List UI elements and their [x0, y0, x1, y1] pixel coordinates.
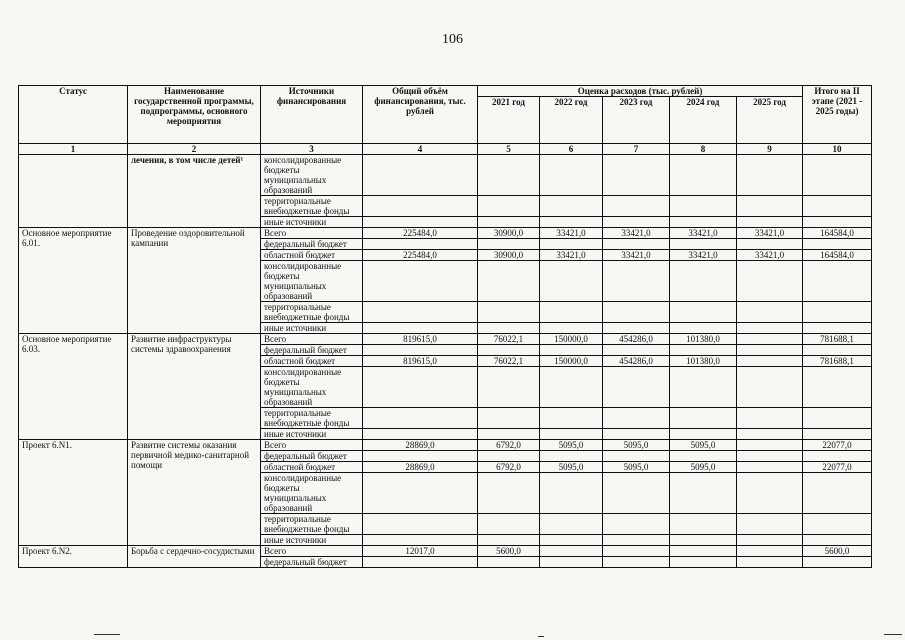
stage-total-value: [803, 557, 872, 568]
scan-mark: [884, 634, 902, 635]
total-value: 28869,0: [363, 440, 478, 451]
year-value: [478, 302, 540, 323]
funding-source: территориальные внебюджетные фонды: [261, 196, 363, 217]
funding-source: Всего: [261, 440, 363, 451]
year-value: [737, 535, 803, 546]
table-body: [19, 155, 872, 568]
year-value: [670, 261, 737, 302]
total-value: [363, 557, 478, 568]
year-value: [603, 217, 670, 228]
stage-total-value: [803, 473, 872, 514]
stage-total-value: [803, 196, 872, 217]
funding-source: иные источники: [261, 429, 363, 440]
row-name: лечения, в том числе детей¹: [128, 155, 261, 228]
funding-source: консолидированные бюджеты муниципальных образований: [261, 155, 363, 196]
row-name: Развитие системы оказания первичной медико-санитарной помощи: [128, 440, 261, 546]
total-value: [363, 323, 478, 334]
stage-total-value: 22077,0: [803, 440, 872, 451]
table-row: [19, 228, 872, 239]
year-value: [478, 535, 540, 546]
year-value: [478, 323, 540, 334]
funding-source: областной бюджет: [261, 462, 363, 473]
year-value: 150000,0: [540, 334, 603, 345]
header-year: 2024 год: [670, 97, 737, 144]
year-value: 5095,0: [540, 462, 603, 473]
stage-total-value: [803, 535, 872, 546]
year-value: [603, 261, 670, 302]
year-value: [603, 155, 670, 196]
header-name: Наименование государственной программы, подпрограммы, основного мероприятия: [128, 86, 261, 144]
table-row: [19, 155, 872, 196]
year-value: [670, 239, 737, 250]
header-expenses-group: Оценка расходов (тыс. рублей): [478, 86, 803, 97]
funding-source: федеральный бюджет: [261, 451, 363, 462]
year-value: [737, 345, 803, 356]
year-value: [540, 451, 603, 462]
total-value: 225484,0: [363, 250, 478, 261]
year-value: [670, 473, 737, 514]
total-value: 819615,0: [363, 334, 478, 345]
year-value: [603, 367, 670, 408]
year-value: [603, 451, 670, 462]
year-value: [603, 408, 670, 429]
year-value: 150000,0: [540, 356, 603, 367]
total-value: [363, 451, 478, 462]
year-value: [737, 196, 803, 217]
year-value: [670, 345, 737, 356]
year-value: [670, 546, 737, 557]
year-value: [478, 514, 540, 535]
year-value: [737, 440, 803, 451]
column-number: 2: [128, 144, 261, 155]
column-number: 1: [19, 144, 128, 155]
year-value: [603, 196, 670, 217]
column-number: 3: [261, 144, 363, 155]
row-name: Развитие инфраструктуры системы здравоохранения: [128, 334, 261, 440]
year-value: [540, 408, 603, 429]
column-number: 4: [363, 144, 478, 155]
year-value: [540, 367, 603, 408]
stage-total-value: [803, 429, 872, 440]
table-row: [19, 546, 872, 557]
year-value: [540, 261, 603, 302]
stage-total-value: [803, 239, 872, 250]
year-value: [670, 196, 737, 217]
scan-mark: [94, 634, 120, 635]
year-value: [737, 473, 803, 514]
stage-total-value: 164584,0: [803, 228, 872, 239]
year-value: 76022,1: [478, 334, 540, 345]
total-value: [363, 196, 478, 217]
total-value: [363, 367, 478, 408]
year-value: 33421,0: [737, 250, 803, 261]
funding-source: федеральный бюджет: [261, 239, 363, 250]
year-value: [603, 557, 670, 568]
year-value: [670, 217, 737, 228]
year-value: 33421,0: [540, 250, 603, 261]
year-value: [670, 535, 737, 546]
column-number: 10: [803, 144, 872, 155]
funding-source: федеральный бюджет: [261, 557, 363, 568]
total-value: [363, 302, 478, 323]
funding-source: иные источники: [261, 217, 363, 228]
year-value: [737, 155, 803, 196]
funding-source: территориальные внебюджетные фонды: [261, 302, 363, 323]
funding-source: областной бюджет: [261, 356, 363, 367]
year-value: 33421,0: [670, 228, 737, 239]
year-value: [540, 535, 603, 546]
year-value: [670, 429, 737, 440]
funding-source: Всего: [261, 228, 363, 239]
stage-total-value: [803, 451, 872, 462]
total-value: [363, 408, 478, 429]
funding-source: иные источники: [261, 535, 363, 546]
header-total: Общий объём финансирования, тыс. рублей: [363, 86, 478, 144]
table-row: [19, 440, 872, 451]
table-row: [19, 334, 872, 345]
year-value: [737, 462, 803, 473]
stage-total-value: [803, 217, 872, 228]
row-status: [19, 155, 128, 228]
year-value: [540, 557, 603, 568]
total-value: [363, 473, 478, 514]
header-year: 2021 год: [478, 97, 540, 144]
year-value: [670, 557, 737, 568]
total-value: 225484,0: [363, 228, 478, 239]
year-value: [478, 196, 540, 217]
stage-total-value: 22077,0: [803, 462, 872, 473]
column-number: 9: [737, 144, 803, 155]
stage-total-value: [803, 261, 872, 302]
total-value: 28869,0: [363, 462, 478, 473]
year-value: [603, 345, 670, 356]
budget-table: [18, 85, 872, 568]
row-name: Борьба с сердечно-сосудистыми: [128, 546, 261, 568]
column-number: 7: [603, 144, 670, 155]
funding-source: территориальные внебюджетные фонды: [261, 408, 363, 429]
year-value: [670, 302, 737, 323]
year-value: [603, 535, 670, 546]
year-value: [478, 557, 540, 568]
year-value: [603, 514, 670, 535]
stage-total-value: [803, 302, 872, 323]
year-value: [540, 239, 603, 250]
year-value: [603, 473, 670, 514]
year-value: [603, 323, 670, 334]
total-value: [363, 429, 478, 440]
funding-source: территориальные внебюджетные фонды: [261, 514, 363, 535]
stage-total-value: 781688,1: [803, 334, 872, 345]
year-value: 6792,0: [478, 462, 540, 473]
scan-mark: [538, 636, 544, 637]
row-status: Проект 6.N1.: [19, 440, 128, 546]
total-value: 819615,0: [363, 356, 478, 367]
row-status: Проект 6.N2.: [19, 546, 128, 568]
year-value: 33421,0: [737, 228, 803, 239]
stage-total-value: [803, 345, 872, 356]
year-value: [737, 302, 803, 323]
header-year: 2022 год: [540, 97, 603, 144]
year-value: [478, 155, 540, 196]
year-value: [540, 155, 603, 196]
year-value: [478, 261, 540, 302]
stage-total-value: [803, 155, 872, 196]
year-value: [737, 239, 803, 250]
year-value: [737, 451, 803, 462]
year-value: [478, 217, 540, 228]
year-value: [670, 408, 737, 429]
stage-total-value: [803, 323, 872, 334]
year-value: [603, 239, 670, 250]
year-value: [737, 217, 803, 228]
total-value: 12017,0: [363, 546, 478, 557]
year-value: [737, 514, 803, 535]
row-status: Основное мероприятие 6.03.: [19, 334, 128, 440]
year-value: [737, 429, 803, 440]
total-value: [363, 217, 478, 228]
year-value: [737, 323, 803, 334]
stage-total-value: [803, 367, 872, 408]
year-value: [540, 323, 603, 334]
funding-source: областной бюджет: [261, 250, 363, 261]
year-value: 33421,0: [670, 250, 737, 261]
year-value: [737, 356, 803, 367]
year-value: [603, 546, 670, 557]
year-value: 5095,0: [603, 440, 670, 451]
total-value: [363, 535, 478, 546]
year-value: [670, 514, 737, 535]
year-value: [737, 557, 803, 568]
column-number: 6: [540, 144, 603, 155]
year-value: 6792,0: [478, 440, 540, 451]
year-value: [478, 408, 540, 429]
header-year: 2025 год: [737, 97, 803, 144]
row-status: Основное мероприятие 6.01.: [19, 228, 128, 334]
header-stage-total: Итого на II этапе (2021 - 2025 годы): [803, 86, 872, 144]
year-value: [540, 473, 603, 514]
total-value: [363, 345, 478, 356]
funding-source: консолидированные бюджеты муниципальных образований: [261, 261, 363, 302]
year-value: [737, 334, 803, 345]
year-value: 33421,0: [603, 250, 670, 261]
year-value: 454286,0: [603, 356, 670, 367]
year-value: 5095,0: [670, 462, 737, 473]
column-number: 5: [478, 144, 540, 155]
year-value: [737, 367, 803, 408]
year-value: [540, 217, 603, 228]
header-sources: Источники финансирования: [261, 86, 363, 144]
year-value: [540, 429, 603, 440]
funding-source: консолидированные бюджеты муниципальных образований: [261, 367, 363, 408]
year-value: [603, 302, 670, 323]
year-value: [603, 429, 670, 440]
funding-source: федеральный бюджет: [261, 345, 363, 356]
year-value: [478, 345, 540, 356]
year-value: 30900,0: [478, 250, 540, 261]
row-name: Проведение оздоровительной кампании: [128, 228, 261, 334]
year-value: 33421,0: [603, 228, 670, 239]
year-value: [540, 196, 603, 217]
year-value: [670, 155, 737, 196]
year-value: [737, 408, 803, 429]
stage-total-value: [803, 514, 872, 535]
page-number: 106: [442, 32, 463, 47]
year-value: 76022,1: [478, 356, 540, 367]
year-value: [737, 546, 803, 557]
year-value: [478, 239, 540, 250]
year-value: 5095,0: [670, 440, 737, 451]
year-value: 33421,0: [540, 228, 603, 239]
header-year: 2023 год: [603, 97, 670, 144]
year-value: [540, 546, 603, 557]
year-value: [478, 473, 540, 514]
year-value: 101380,0: [670, 356, 737, 367]
year-value: [670, 367, 737, 408]
year-value: 101380,0: [670, 334, 737, 345]
year-value: 5095,0: [603, 462, 670, 473]
year-value: [478, 429, 540, 440]
year-value: [540, 514, 603, 535]
year-value: 5095,0: [540, 440, 603, 451]
year-value: [540, 302, 603, 323]
year-value: [478, 367, 540, 408]
year-value: [540, 345, 603, 356]
year-value: 5600,0: [478, 546, 540, 557]
stage-total-value: [803, 408, 872, 429]
funding-source: иные источники: [261, 323, 363, 334]
total-value: [363, 239, 478, 250]
stage-total-value: 781688,1: [803, 356, 872, 367]
year-value: [670, 451, 737, 462]
funding-source: Всего: [261, 546, 363, 557]
year-value: [737, 261, 803, 302]
header-status: Статус: [19, 86, 128, 144]
year-value: [670, 323, 737, 334]
total-value: [363, 155, 478, 196]
column-number: 8: [670, 144, 737, 155]
total-value: [363, 514, 478, 535]
stage-total-value: 5600,0: [803, 546, 872, 557]
funding-source: консолидированные бюджеты муниципальных образований: [261, 473, 363, 514]
year-value: 30900,0: [478, 228, 540, 239]
total-value: [363, 261, 478, 302]
stage-total-value: 164584,0: [803, 250, 872, 261]
year-value: [478, 451, 540, 462]
funding-source: Всего: [261, 334, 363, 345]
year-value: 454286,0: [603, 334, 670, 345]
